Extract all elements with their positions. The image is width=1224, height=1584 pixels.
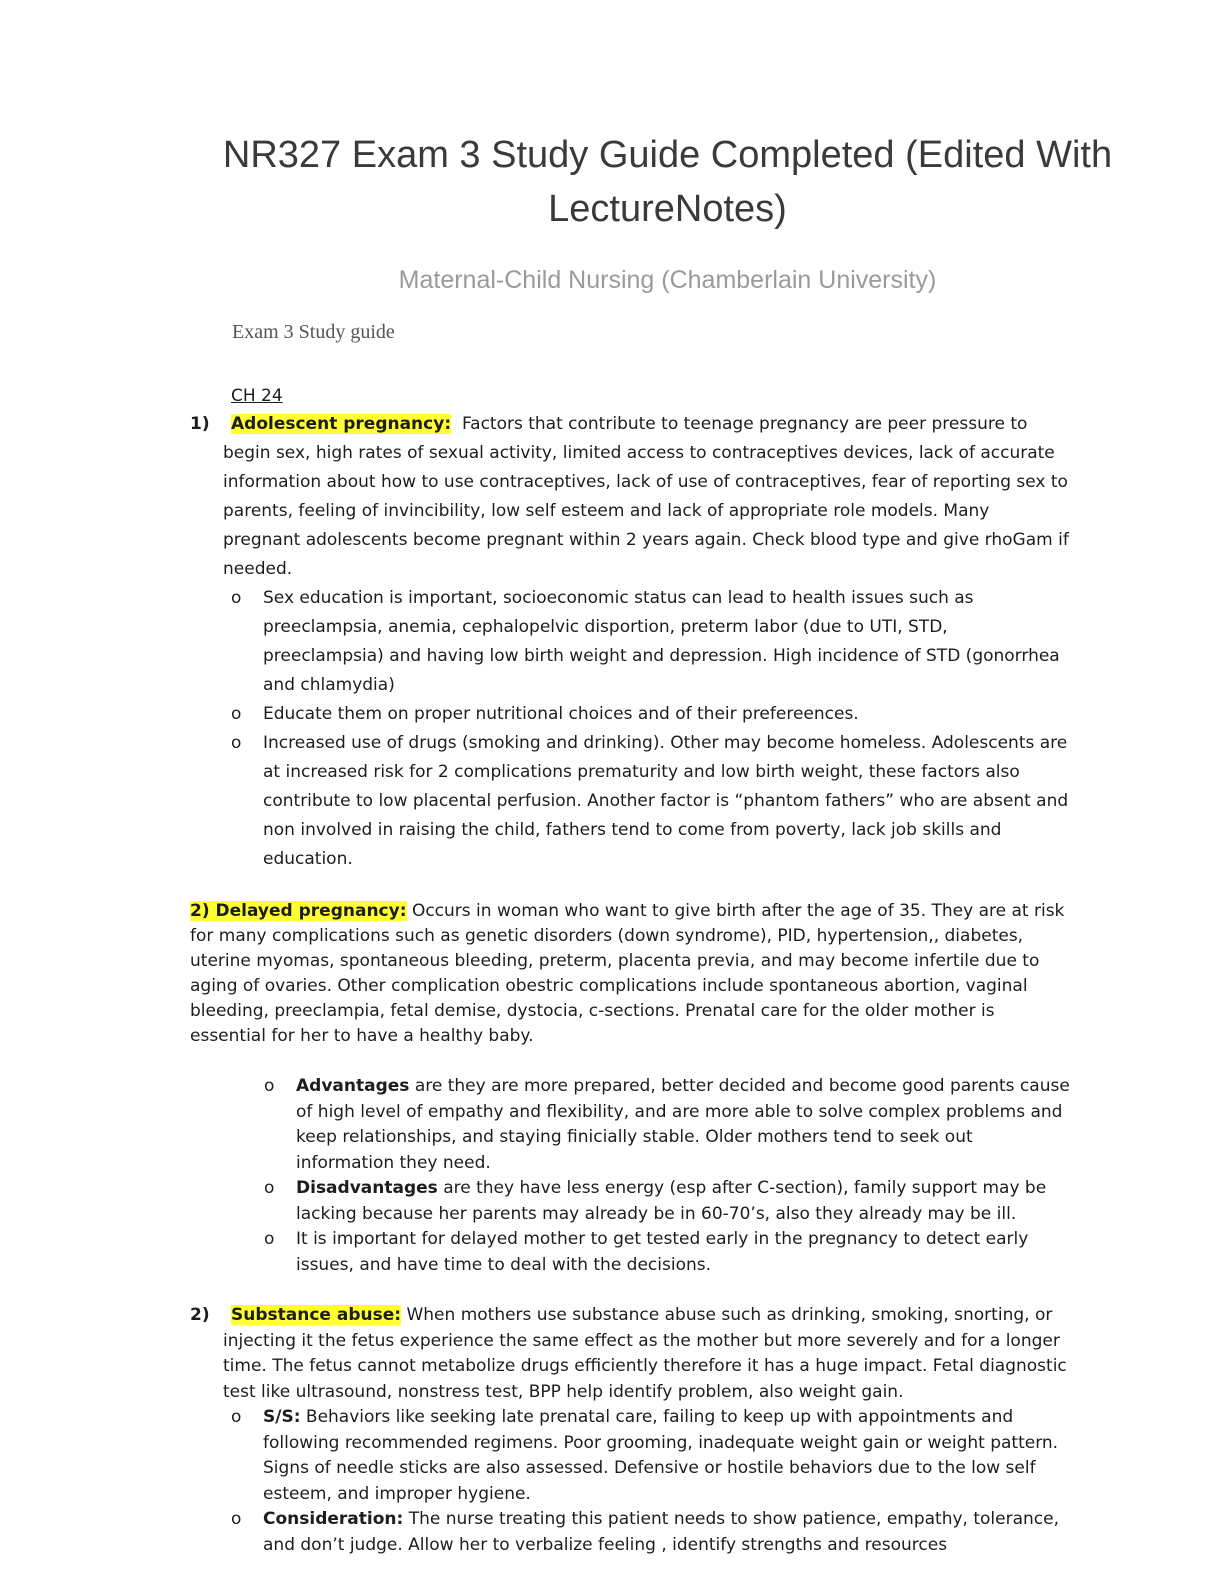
adolescent-pregnancy-section <box>190 410 1070 584</box>
list-item: o Increased use of drugs (smoking and drinking). Other may become homeless. Adolescents are at increased risk for 2 complications prematurity and low birth weight, these factors also contribute to low placental perfusion. Another factor is “phantom fathers” who are absent and non involved in raising the child, fathers tend to come from poverty, lack job skills and education. <box>190 729 1070 874</box>
delayed-bullet-list <box>190 1074 1070 1278</box>
adolescent-pregnancy-text: Factors that contribute to teenage pregnancy are peer pressure to begin sex, high rates of sexual activity, limited access to contraceptives devices, lack of accurate information about how to use contraceptives, lack of use of contraceptives, fear of reporting sex to parents, feeling of invincibility, low self esteem and lack of appropriate role models. Many pregnant adolescents become pregnant within 2 years again. Check blood type and give rhoGam if needed. <box>223 414 1069 579</box>
adolescent-bullet-list <box>190 584 1070 874</box>
item-number: 1) <box>190 414 210 434</box>
list-item: o Disadvantages are they have less energy (esp after C-section), family support may be lacking because her parents may already be in 60-70’s, also they already may be ill. <box>264 1178 1047 1224</box>
list-item: o Sex education is important, socioeconomic status can lead to health issues such as preeclampsia, anemia, cephalopelvic disportion, preterm labor (due to UTI, STD, preeclampsia) and having low birth weight and depression. High incidence of STD (gonorrhea and chlamydia) <box>190 584 1070 700</box>
bullet-marker: o <box>231 1509 242 1529</box>
substance-bullet-list <box>190 1405 1070 1558</box>
delayed-pregnancy-text: Occurs in woman who want to give birth after the age of 35. They are at risk for many complications such as genetic disorders (down syndrome), PID, hypertension,, diabetes, uterine myomas, spontaneous bleeding, preterm, placenta previa, and may become infertile due to aging of ovaries. Other complication obestric complications include spontaneous abortion, vaginal bleeding, preeclampia, fetal demise, dystocia, c-sections. Prenatal care for the older mother is essential for her to have a healthy baby. <box>190 901 1065 1046</box>
substance-abuse-section <box>190 1303 1070 1405</box>
delayed-pregnancy-label: 2) Delayed pregnancy: <box>190 901 407 921</box>
list-item: o It is important for delayed mother to get tested early in the pregnancy to detect early issues, and have time to deal with the decisions. <box>264 1229 1029 1275</box>
study-guide-heading: Exam 3 Study guide <box>232 321 395 343</box>
bullet-marker: o <box>231 1407 242 1427</box>
list-item: o Advantages are they are more prepared, better decided and become good parents cause of high level of empathy and flexibility, and are more able to solve complex problems and keep relationships, and staying finicially stable. Older mothers tend to seek out information they need. <box>264 1076 1070 1173</box>
bullet-marker: o <box>264 1229 275 1249</box>
bullet-marker: o <box>231 588 242 608</box>
document-body <box>190 382 1070 1558</box>
document-title: NR327 Exam 3 Study Guide Completed (Edited With LectureNotes) <box>222 134 1113 230</box>
item-number: 2) <box>190 1305 210 1325</box>
document-subtitle: Maternal-Child Nursing (Chamberlain University) <box>398 266 937 294</box>
adolescent-pregnancy-label: Adolescent pregnancy: <box>231 414 452 434</box>
chapter-label: CH 24 <box>231 386 283 406</box>
list-item: o Educate them on proper nutritional choices and of their prefereences. <box>190 700 1070 729</box>
bullet-marker: o <box>231 733 242 753</box>
list-item: o Consideration: The nurse treating this patient needs to show patience, empathy, tolerance, and don’t judge. Allow her to verbalize feeling , identify strengths and resources <box>231 1509 1059 1555</box>
bullet-marker: o <box>264 1178 275 1198</box>
substance-abuse-text: When mothers use substance abuse such as drinking, smoking, snorting, or injecting it the fetus experience the same effect as the mother but more severely and for a longer time. The fetus cannot metabolize drugs efficiently therefore it has a huge impact. Fetal diagnostic test like ultrasound, nonstress test, BPP help identify problem, also weight gain. <box>223 1305 1067 1402</box>
bullet-marker: o <box>264 1076 275 1096</box>
list-item: o S/S: Behaviors like seeking late prenatal care, failing to keep up with appointments and following recommended regimens. Poor grooming, inadequate weight gain or weight pattern. Signs of needle sticks are also assessed. Defensive or hostile behaviors due to the low self esteem, and improper hygiene. <box>231 1407 1059 1504</box>
substance-abuse-label: Substance abuse: <box>231 1305 402 1325</box>
bullet-marker: o <box>231 704 242 724</box>
delayed-pregnancy-section <box>190 899 1070 1049</box>
